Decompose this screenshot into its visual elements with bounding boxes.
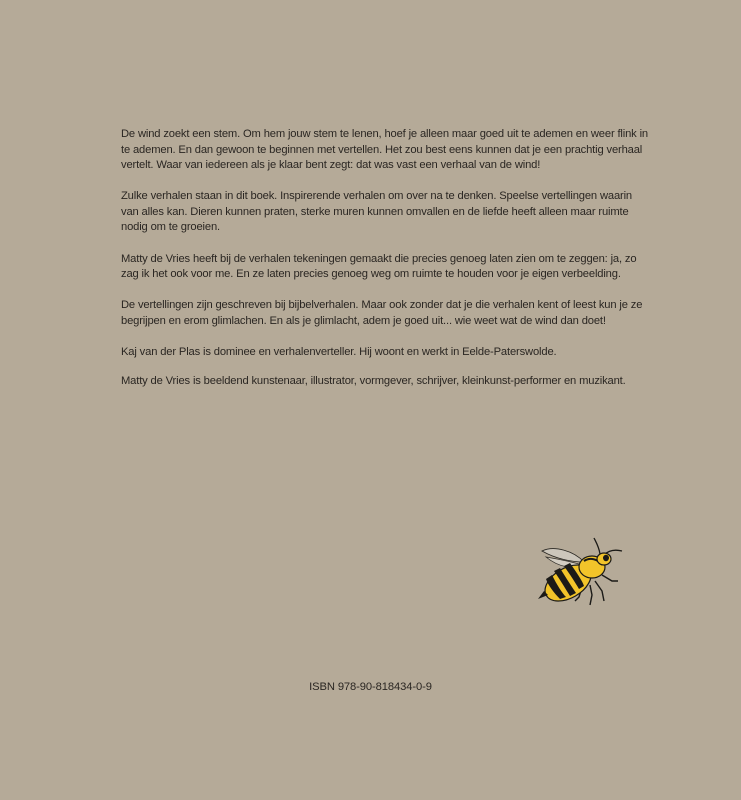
blurb-paragraph: Zulke verhalen staan in dit boek. Inspirerende verhalen om over na te denken. Speelse vertellingen waarin van alles kan. Dieren kunnen praten, sterke muren kunnen omvallen en de liefde heeft alleen maar ruimte nodig om te groeien. (121, 190, 633, 234)
blurb-paragraph: De vertellingen zijn geschreven bij bijbelverhalen. Maar ook zonder dat je die verhalen kent of leest kun je ze begrijpen en erom glimlachen. En als je glimlacht, adem je goed uit... wie weet wat de wind dan doet! (121, 299, 643, 327)
bee-icon (532, 535, 632, 615)
author-bio: Kaj van der Plas is dominee en verhalenverteller. Hij woont en werkt in Eelde-Paterswolde. (121, 345, 557, 358)
blurb-paragraph: De wind zoekt een stem. Om hem jouw stem te lenen, hoef je alleen maar goed uit te ademen en weer flink in te ademen. En dan gewoon te beginnen met vertellen. Het zou best eens kunnen dat je een prachtig verhaal vertelt. Waar van iedereen als je klaar bent zegt: dat was vast een verhaal van de wind! (121, 128, 648, 172)
blurb-paragraph: Matty de Vries heeft bij de verhalen tekeningen gemaakt die precies genoeg laten zien om te zeggen: ja, zo zag ik het ook voor me. En ze laten precies genoeg weg om ruimte te houden voor je eigen verbeelding. (121, 252, 637, 281)
illustrator-bio: Matty de Vries is beeldend kunstenaar, illustrator, vormgever, schrijver, kleinkunst-performer en muzikant. (121, 374, 626, 387)
isbn: ISBN 978-90-818434-0-9 (309, 681, 432, 693)
blurb-text (121, 127, 651, 405)
